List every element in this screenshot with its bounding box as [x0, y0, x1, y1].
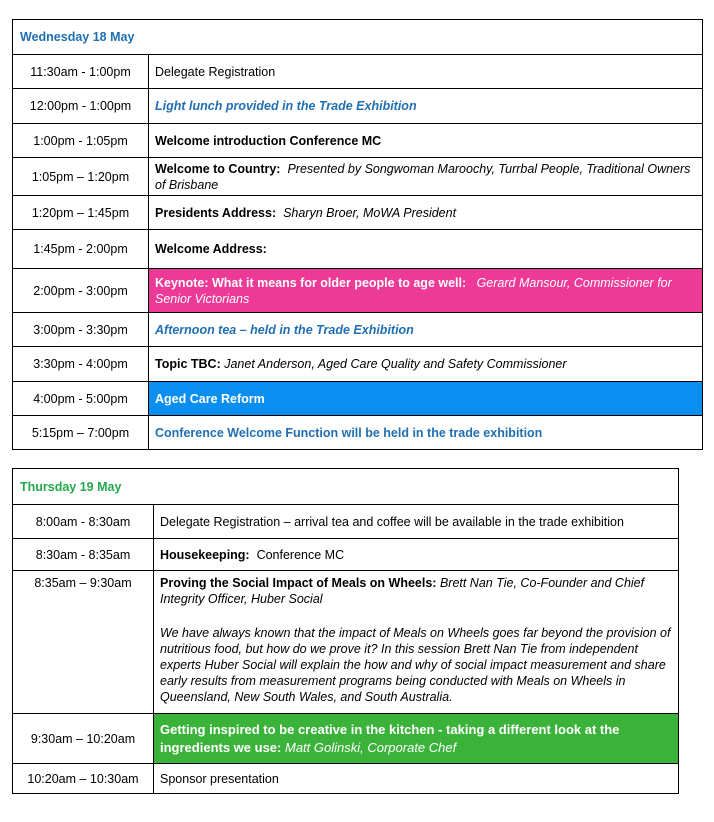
day-title: Thursday 19 May — [13, 469, 679, 505]
table-row — [13, 196, 703, 230]
table-row — [13, 124, 703, 158]
session-text: Matt Golinski, Corporate Chef — [285, 739, 457, 755]
session-cell — [149, 158, 703, 196]
session-cell — [149, 196, 703, 230]
session-time: 12:00pm - 1:00pm — [13, 89, 149, 124]
session-lead: Welcome introduction Conference MC — [149, 124, 703, 158]
table-row — [13, 158, 703, 196]
session-text: Conference MC — [256, 547, 345, 562]
wednesday-schedule-table — [12, 19, 703, 450]
session-lead: Welcome Address: — [149, 230, 703, 269]
session-lead: Getting inspired to be creative in the kitchen - taking a different look at the ingredients we use: — [160, 721, 620, 755]
session-description: We have always known that the impact of Meals on Wheels goes far beyond the provision of nutritious food, but how do we prove it? In this session Brett Nan Tie from independent experts Huber Social will explain the how and why of social impact measurement and share early results from measurement programs being conducted with Meals on Wheels in Queensland, New South Wales, and South Australia. — [160, 626, 671, 704]
session-time: 11:30am - 1:00pm — [13, 55, 149, 89]
session-time: 1:20pm – 1:45pm — [13, 196, 149, 230]
session-lead: Topic TBC: — [155, 357, 221, 371]
session-cell — [149, 347, 703, 382]
table-row — [13, 89, 703, 124]
session-text: Sharyn Broer, MoWA President — [283, 205, 457, 220]
session-lead: Aged Care Reform — [149, 382, 703, 416]
table-row — [13, 571, 679, 714]
table-row — [13, 714, 679, 764]
session-time: 1:00pm - 1:05pm — [13, 124, 149, 158]
session-text: Light lunch provided in the Trade Exhibition — [149, 89, 703, 124]
session-text: Sponsor presentation — [154, 764, 679, 794]
session-time: 4:00pm - 5:00pm — [13, 382, 149, 416]
session-time: 8:30am - 8:35am — [13, 539, 154, 571]
table-row — [13, 539, 679, 571]
session-time: 9:30am – 10:20am — [13, 714, 154, 764]
session-time: 5:15pm – 7:00pm — [13, 416, 149, 450]
table-row — [13, 269, 703, 313]
session-cell — [154, 539, 679, 571]
session-cell — [154, 571, 679, 714]
table-row — [13, 416, 703, 450]
thursday-schedule-table — [12, 468, 679, 794]
session-time: 1:05pm – 1:20pm — [13, 158, 149, 196]
session-time: 3:00pm - 3:30pm — [13, 313, 149, 347]
session-text: Delegate Registration – arrival tea and coffee will be available in the trade exhibition — [154, 505, 679, 539]
table-row — [13, 230, 703, 269]
session-text: Afternoon tea – held in the Trade Exhibition — [149, 313, 703, 347]
day-title: Wednesday 18 May — [13, 20, 703, 55]
table-row — [13, 505, 679, 539]
session-time: 8:35am – 9:30am — [13, 571, 154, 714]
session-text: Conference Welcome Function will be held in the trade exhibition — [149, 416, 703, 450]
session-lead: Housekeeping: — [160, 547, 250, 562]
table-row — [13, 764, 679, 794]
session-text: Janet Anderson, Aged Care Quality and Safety Commissioner — [224, 357, 567, 371]
table-row — [13, 313, 703, 347]
session-lead: Presidents Address: — [155, 205, 277, 220]
session-lead: Proving the Social Impact of Meals on Wheels: — [160, 576, 437, 590]
session-text: Delegate Registration — [149, 55, 703, 89]
session-text: Brett Nan Tie, Co-Founder and Chief Integrity Officer, Huber Social — [160, 576, 645, 606]
keynote-cell — [149, 269, 703, 313]
session-time: 3:30pm - 4:00pm — [13, 347, 149, 382]
session-text: Gerard Mansour, Commissioner for Senior Victorians — [155, 275, 672, 306]
session-lead: Welcome to Country: — [155, 161, 281, 176]
session-time: 1:45pm - 2:00pm — [13, 230, 149, 269]
day-header-row — [13, 469, 679, 505]
session-time: 2:00pm - 3:00pm — [13, 269, 149, 313]
table-row — [13, 55, 703, 89]
session-time: 8:00am - 8:30am — [13, 505, 154, 539]
table-row — [13, 347, 703, 382]
session-text: Presented by Songwoman Maroochy, Turrbal People, Traditional Owners of Brisbane — [155, 161, 691, 192]
table-row — [13, 382, 703, 416]
session-lead: Keynote: What it means for older people to age well: — [155, 275, 467, 290]
session-time: 10:20am – 10:30am — [13, 764, 154, 794]
highlight-cell — [154, 714, 679, 764]
day-header-row — [13, 20, 703, 55]
